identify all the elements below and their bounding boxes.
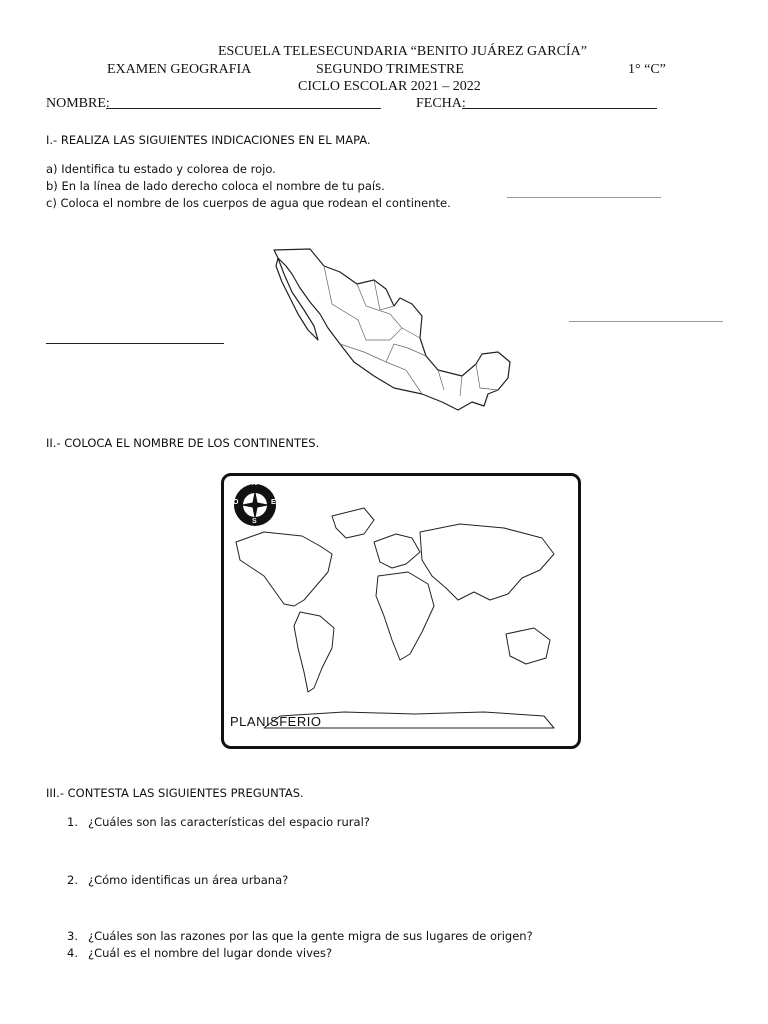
- asia-shape: [420, 524, 554, 600]
- compass-east: E: [271, 499, 276, 506]
- date-field-line[interactable]: [462, 108, 657, 109]
- instruction-a: a) Identifica tu estado y colorea de rojo.: [46, 162, 276, 176]
- compass-south: S: [252, 518, 257, 525]
- exam-title: EXAMEN GEOGRAFIA: [107, 62, 252, 77]
- group: 1° “C”: [628, 62, 666, 77]
- trimester: SEGUNDO TRIMESTRE: [316, 62, 464, 77]
- question-4-number: 4.: [67, 946, 78, 960]
- africa-shape: [376, 572, 434, 660]
- section-1-title: I.- REALIZA LAS SIGUIENTES INDICACIONES EN EL MAPA.: [46, 133, 371, 147]
- question-3: ¿Cuáles son las razones por las que la gente migra de sus lugares de origen?: [88, 929, 533, 943]
- answer-line-country[interactable]: [569, 321, 723, 322]
- question-3-number: 3.: [67, 929, 78, 943]
- question-1-number: 1.: [67, 815, 78, 829]
- instruction-b: b) En la línea de lado derecho coloca el nombre de tu país.: [46, 179, 385, 193]
- world-map: [221, 473, 581, 749]
- section-3-title: III.- CONTESTA LAS SIGUIENTES PREGUNTAS.: [46, 786, 304, 800]
- mexico-map: [262, 244, 532, 422]
- name-field-line[interactable]: [106, 108, 381, 109]
- compass-north: N: [252, 480, 258, 487]
- map-title: PLANISFERIO: [230, 714, 322, 729]
- question-2-number: 2.: [67, 873, 78, 887]
- instruction-c: c) Coloca el nombre de los cuerpos de agua que rodean el continente.: [46, 196, 451, 210]
- school-cycle: CICLO ESCOLAR 2021 – 2022: [298, 79, 481, 94]
- answer-line-top-right[interactable]: [507, 197, 661, 198]
- europe-shape: [374, 534, 420, 568]
- answer-line-left[interactable]: [46, 343, 224, 344]
- question-1: ¿Cuáles son las características del espacio rural?: [88, 815, 370, 829]
- question-2: ¿Cómo identificas un área urbana?: [88, 873, 289, 887]
- name-label: NOMBRE:: [46, 96, 110, 111]
- date-label: FECHA:: [416, 96, 466, 111]
- section-2-title: II.- COLOCA EL NOMBRE DE LOS CONTINENTES.: [46, 436, 320, 450]
- north-america-shape: [236, 532, 332, 606]
- south-america-shape: [294, 612, 334, 692]
- question-4: ¿Cuál es el nombre del lugar donde vives?: [88, 946, 333, 960]
- greenland-shape: [332, 508, 374, 538]
- school-name: ESCUELA TELESECUNDARIA “BENITO JUÁREZ GARCÍA”: [218, 44, 587, 59]
- australia-shape: [506, 628, 550, 664]
- compass-west: O: [233, 499, 239, 506]
